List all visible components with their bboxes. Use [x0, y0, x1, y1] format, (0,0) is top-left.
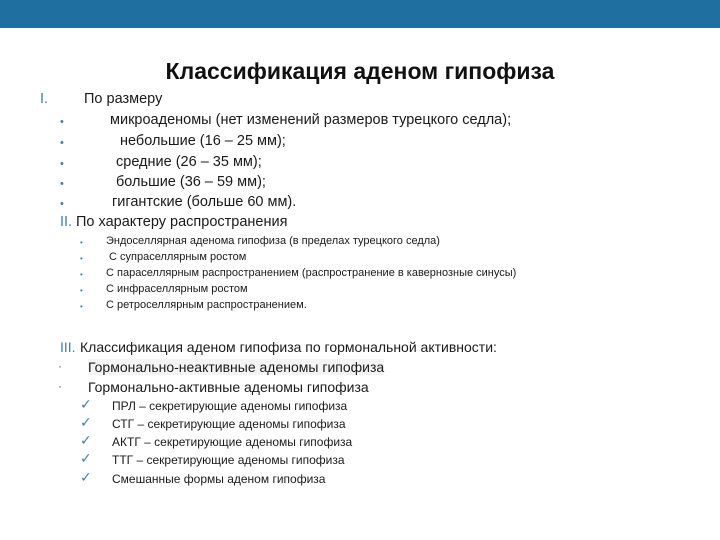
checkmark-icon: ✓ [80, 469, 92, 485]
list-item: Эндоселлярная аденома гипофиза (в пределах турецкого седла) [106, 235, 440, 247]
list-item: АКТГ – секретирующие аденомы гипофиза [112, 435, 353, 449]
page-title: Классификация аденом гипофиза [165, 58, 555, 84]
list-item: ТТГ – секретирующие аденомы гипофиза [112, 453, 345, 467]
list-item: С параселлярным распространением (распространение в кавернозные синусы) [106, 267, 517, 279]
bullet-icon: • [60, 178, 64, 190]
section1-numeral: I. [40, 91, 49, 107]
list-item: средние (26 – 35 мм); [116, 154, 262, 170]
bullet-icon: • [80, 270, 83, 279]
section3-heading: Классификация аденом гипофиза по гормональной активности: [80, 339, 497, 355]
bullet-icon: • [80, 238, 83, 247]
list-item: небольшие (16 – 25 мм); [120, 133, 286, 149]
list-item: ПРЛ – секретирующие аденомы гипофиза [112, 399, 348, 413]
list-item: гигантские (больше 60 мм). [112, 194, 297, 210]
group-item: Гормонально-неактивные аденомы гипофиза [88, 359, 385, 375]
section2-numeral: II. [60, 214, 73, 230]
section3-numeral: III. [60, 339, 76, 355]
checkmark-icon: ✓ [80, 450, 92, 466]
list-item: микроаденомы (нет изменений размеров турецкого седла); [110, 112, 512, 128]
list-item: большие (36 – 59 мм); [116, 174, 266, 190]
bullet-icon: • [60, 198, 64, 210]
list-item: СТГ – секретирующие аденомы гипофиза [112, 417, 346, 431]
dot-icon: · [58, 359, 62, 373]
top-accent-bar [0, 0, 720, 28]
bullet-icon: • [80, 254, 83, 263]
bullet-icon: • [60, 116, 64, 128]
bullet-icon: • [60, 137, 64, 149]
list-item: С супраселлярным ростом [109, 251, 247, 263]
group-item: Гормонально-активные аденомы гипофиза [88, 379, 369, 395]
list-item: С ретроселлярным распространением. [106, 299, 307, 311]
section1-heading: По размеру [84, 91, 163, 107]
list-item: С инфраселлярным ростом [106, 283, 248, 295]
checkmark-icon: ✓ [80, 414, 92, 430]
bullet-icon: • [80, 286, 83, 295]
bullet-icon: • [80, 302, 83, 311]
section2-heading: По характеру распространения [76, 214, 288, 230]
list-item: Смешанные формы аденом гипофиза [112, 472, 326, 486]
dot-icon: · [58, 379, 62, 393]
checkmark-icon: ✓ [80, 396, 92, 412]
checkmark-icon: ✓ [80, 432, 92, 448]
bullet-icon: • [60, 158, 64, 170]
